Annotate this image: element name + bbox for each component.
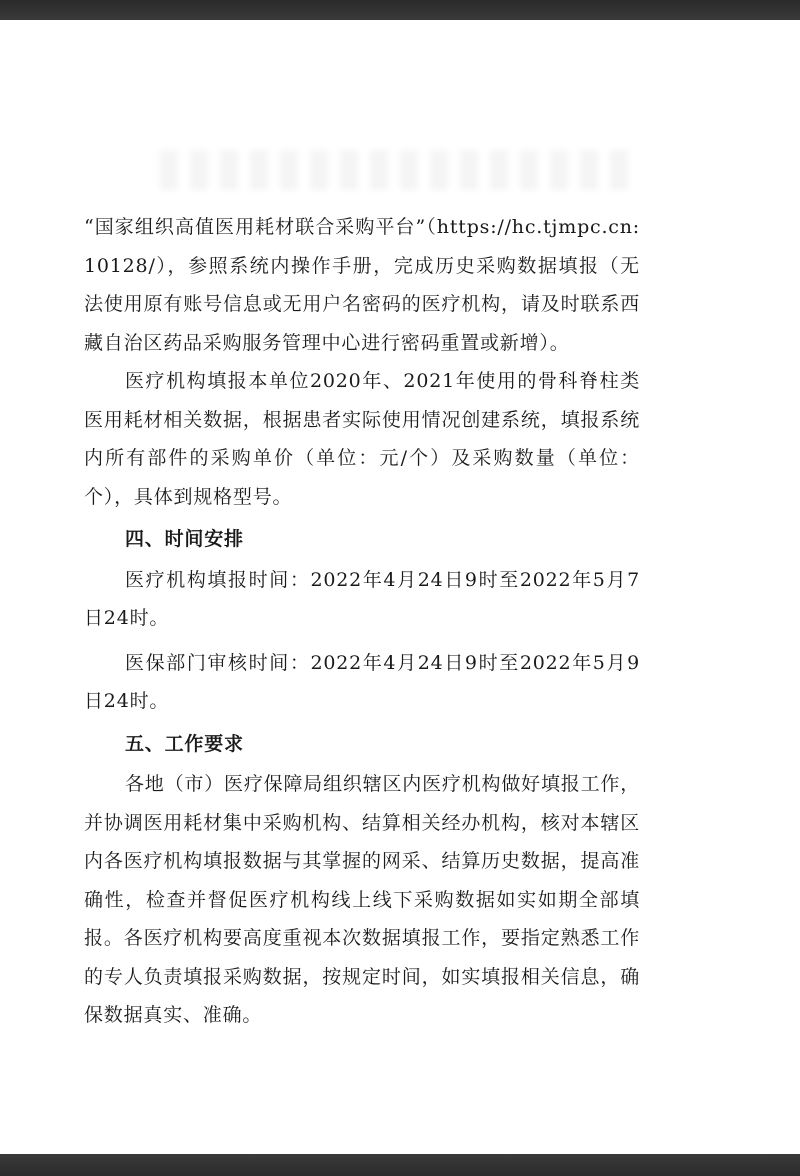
paragraph-data-scope: 医疗机构填报本单位2020年、2021年使用的骨科脊柱类医用耗材相关数据，根据患者实际使用情况创建系统，填报系统内所有部件的采购单价（单位：元/个）及采购数量（单位：个），具体到规格型号。 [84, 370, 640, 508]
viewer-bottom-bar [0, 1154, 800, 1176]
bleed-through-shadow [160, 150, 640, 190]
document-body [84, 208, 640, 1035]
viewer-top-bar [0, 0, 800, 20]
paragraph-insurance-deadline: 医保部门审核时间：2022年4月24日9时至2022年5月9日24时。 [84, 651, 640, 712]
paragraph-work-requirements: 各地（市）医疗保障局组织辖区内医疗机构做好填报工作，并协调医用耗材集中采购机构、结算相关经办机构，核对本辖区内各医疗机构填报数据与其掌握的网采、结算历史数据，提高准确性，检查并督促医疗机构线上线下采购数据如实如期全部填报。各医疗机构要高度重视本次数据填报工作，要指定熟悉工作的专人负责填报采购数据，按规定时间，如实填报相关信息，确保数据真实、准确。 [84, 773, 640, 1026]
paragraph-hospital-deadline: 医疗机构填报时间：2022年4月24日9时至2022年5月7日24时。 [84, 568, 640, 629]
paragraph-platform-link: “国家组织高值医用耗材联合采购平台”（https://hc.tjmpc.cn:10128/），参照系统内操作手册，完成历史采购数据填报（无法使用原有账号信息或无用户名密码的医疗机构，请及时联系西藏自治区药品采购服务管理中心进行密码重置或新增）。 [84, 216, 640, 354]
section-heading-requirements: 五、工作要求 [125, 732, 244, 755]
section-heading-schedule: 四、时间安排 [125, 528, 244, 550]
